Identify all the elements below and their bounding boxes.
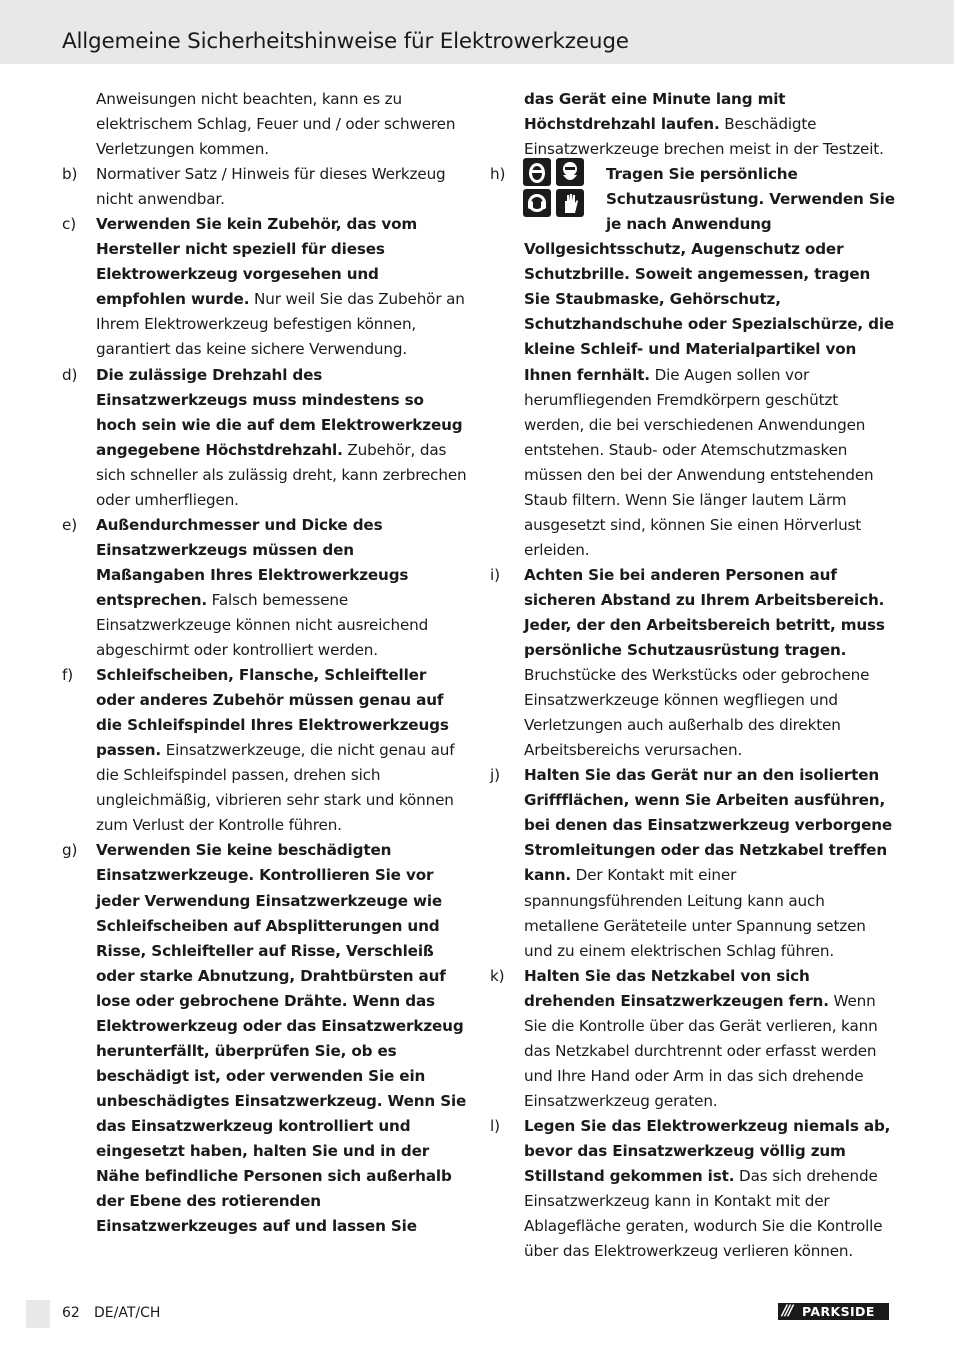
item-marker: i) (490, 565, 500, 584)
item-marker: f) (62, 666, 73, 685)
item-bold-text: Schleifscheiben, Flansche, Schleifteller oder anderes Zubehör müssen genau auf die Schleifspindel Ihres Elektrowerkzeugs passen. (96, 666, 449, 760)
item-text: Wenn Sie die Kontrolle über das Gerät verlieren, kann das Netzkabel durchtrennt oder erfasst werden und Ihre Hand oder Arm in das sich drehende Einsatzwerkzeug geraten. (524, 991, 878, 1110)
list-item-b (62, 162, 467, 212)
dust-mask-icon (556, 158, 584, 186)
ppe-icons (523, 158, 587, 218)
item-bold-text: Verwenden Sie kein Zubehör, das vom Hersteller nicht speziell für dieses Elektrowerkzeug vorgesehen und empfohlen wurde. (96, 215, 418, 309)
list-item-c (62, 212, 467, 362)
list-item-k (490, 964, 895, 1114)
left-column (62, 87, 467, 1239)
item-bold-text: Legen Sie das Elektrowerkzeug niemals ab, bevor das Einsatzwerkzeug völlig zum Stillstand gekommen ist. (524, 1116, 891, 1186)
item-text: Zubehör, das sich schneller als zulässig dreht, kann zerbrechen oder umherfliegen. (96, 440, 467, 509)
intro-paragraph (62, 87, 467, 162)
item-text: Das sich drehende Einsatzwerkzeug kann in Kontakt mit der Ablagefläche geraten, wodurch Sie die Kontrolle über das Elektrowerkzeug verlieren können. (524, 1167, 883, 1261)
list-item-g (62, 838, 467, 1239)
item-text: Bruchstücke des Werkstücks oder gebrochene Einsatzwerkzeuge können wegfliegen und Verletzungen auch außerhalb des direkten Arbeitsbereichs verursachen. (524, 666, 870, 760)
item-text: Falsch bemessene Einsatzwerkzeuge können nicht ausreichend abgeschirmt oder kontrolliert werden. (96, 590, 429, 660)
item-bold-text: Halten Sie das Gerät nur an den isolierten Griffflächen, wenn Sie Arbeiten ausführen, bei denen das Einsatzwerkzeug verborgene Stromleitungen oder das Netzkabel treffen kann. (524, 766, 893, 885)
item-marker: j) (490, 766, 500, 785)
item-text: Normativer Satz / Hinweis für dieses Werkzeug nicht anwendbar. (96, 165, 446, 209)
brand-logo (778, 1303, 889, 1320)
item-bold-text: Die zulässige Drehzahl des Einsatzwerkzeugs muss mindestens so hoch sein wie die auf dem Elektrowerkzeug angegebene Höchstdrehzahl. (96, 365, 463, 459)
item-text: Nur weil Sie das Zubehör an Ihrem Elektrowerkzeug befestigen können, garantiert das keine sichere Verwendung. (96, 290, 465, 359)
page-header (0, 0, 954, 64)
list-item-l (490, 1114, 895, 1264)
list-item-h (490, 162, 895, 563)
item-marker: h) (490, 165, 506, 184)
page-title: Allgemeine Sicherheitshinweise für Elektrowerkzeuge (62, 29, 629, 54)
list-item-j (490, 763, 895, 963)
ear-protection-icon (523, 189, 551, 217)
item-text: Die Augen sollen vor herumfliegenden Fremdkörpern geschützt werden, die bei verschiedenen Anwendungen entstehen. Staub- oder Atemschutzmasken müssen den bei der Anwendung entstehenden Staub filtern. Wenn Sie länger lautem Lärm ausgesetzt sind, können Sie einen Hörverlust erleiden. (524, 365, 874, 559)
item-marker: c) (62, 215, 76, 234)
footer-page-box (26, 1300, 50, 1328)
item-marker: d) (62, 365, 78, 384)
face-shield-icon (523, 158, 551, 186)
item-bold-text: Tragen Sie persönliche Schutzausrüstung. Verwenden Sie je nach Anwendung Vollgesichtsschutz, Augenschutz oder Schutzbrille. Soweit angemessen, tragen Sie Staubmaske, Gehörschutz, Schutzhandschuhe oder Spezialschürze, die kleine Schleif- und Materialpartikel von Ihnen fernhält. (524, 165, 895, 384)
item-bold-text: Halten Sie das Netzkabel von sich drehenden Einsatzwerkzeugen fern. (524, 966, 829, 1010)
list-item-f (62, 663, 467, 838)
list-item-i (490, 563, 895, 763)
item-text: Einsatzwerkzeuge, die nicht genau auf die Schleifspindel passen, drehen sich ungleichmäßig, vibrieren sehr stark und können zum Verlust der Kontrolle führen. (96, 741, 455, 835)
continued-bold-text: das Gerät eine Minute lang mit Höchstdrehzahl laufen. (524, 90, 786, 134)
item-marker: l) (490, 1116, 500, 1135)
intro-text: Anweisungen nicht beachten, kann es zu elektrischem Schlag, Feuer und / oder schweren Verletzungen kommen. (96, 90, 456, 159)
brand-stripes: /// (782, 1303, 792, 1319)
item-text: Der Kontakt mit einer spannungsführenden Leitung kann auch metallene Geräteteile unter Spannung setzen und zu einem elektrischen Schlag führen. (524, 866, 866, 960)
item-bold-text: Achten Sie bei anderen Personen auf sicheren Abstand zu Ihrem Arbeitsbereich. Jeder, der den Arbeitsbereich betritt, muss persönliche Schutzausrüstung tragen. (524, 565, 885, 660)
item-marker: k) (490, 966, 505, 985)
item-bold-text: Außendurchmesser und Dicke des Einsatzwerkzeugs müssen den Maßangaben Ihres Elektrowerkzeugs entsprechen. (96, 515, 409, 609)
item-marker: b) (62, 165, 78, 184)
gloves-icon (556, 189, 584, 217)
brand-name: PARKSIDE (802, 1304, 875, 1319)
item-marker: g) (62, 841, 78, 860)
continued-paragraph (490, 87, 895, 162)
item-marker: e) (62, 515, 77, 534)
item-bold-text: Verwenden Sie keine beschädigten Einsatzwerkzeuge. Kontrollieren Sie vor jeder Verwendung Einsatzwerkzeuge wie Schleifscheiben auf Absplitterungen und Risse, Schleifteller auf Risse, Verschleiß oder starke Abnutzung, Drahtbürsten auf lose oder gebrochene Drähte. Wenn das Elektrowerkzeug oder das Einsatzwerkzeug herunterfällt, überprüfen Sie, ob es beschädigt ist, oder verwenden Sie ein unbeschädigtes Einsatzwerkzeug. Wenn Sie das Einsatzwerkzeug kontrolliert und eingesetzt haben, halten Sie und in der Nähe befindliche Personen sich außerhalb der Ebene des rotierenden Einsatzwerkzeuges auf und lassen Sie (96, 841, 467, 1236)
list-item-e (62, 513, 467, 663)
page-number: 62 (62, 1305, 80, 1321)
continued-text: Beschädigte Einsatzwerkzeuge brechen meist in der Testzeit. (524, 115, 884, 159)
right-column (490, 87, 895, 1264)
language-label: DE/AT/CH (94, 1305, 161, 1321)
list-item-d (62, 363, 467, 513)
